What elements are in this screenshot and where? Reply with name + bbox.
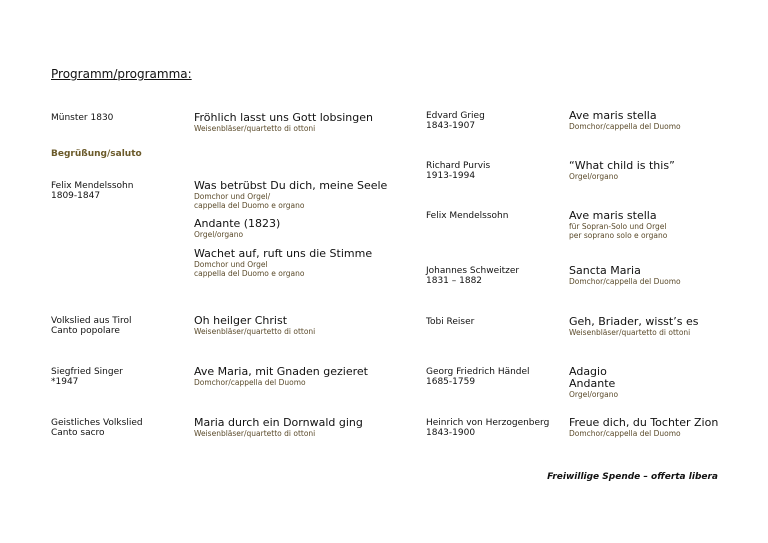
- performers: Orgel/organo: [569, 390, 619, 399]
- program-entry: [194, 248, 372, 278]
- composer: Heinrich von Herzogenberg 1843-1900: [426, 418, 550, 438]
- program-entry: [569, 210, 667, 240]
- work-title: Ave Maria, mit Gnaden gezieret: [194, 365, 368, 378]
- composer: Siegfried Singer *1947: [51, 367, 123, 387]
- work-title: Andante: [569, 377, 616, 390]
- work-title: Oh heilger Christ: [194, 314, 288, 327]
- program-entry: [569, 110, 681, 131]
- work-title: Sancta Maria: [569, 264, 641, 277]
- program-entry: [569, 417, 718, 438]
- work-title: Freue dich, du Tochter Zion: [569, 416, 719, 429]
- composer: Richard Purvis 1913-1994: [426, 161, 491, 181]
- work-title: Andante (1823): [194, 217, 281, 230]
- composer: Felix Mendelssohn 1809-1847: [51, 181, 134, 201]
- program-entry: [569, 366, 618, 399]
- work-title: Ave maris stella: [569, 209, 657, 222]
- performers: Weisenbläser/quartetto di ottoni: [194, 327, 316, 336]
- performers: Domchor und Orgel/ cappella del Duomo e organo: [194, 192, 305, 210]
- performers: Orgel/organo: [569, 172, 619, 181]
- composer: Münster 1830: [51, 113, 114, 123]
- work-title: Was betrübst Du dich, meine Seele: [194, 179, 388, 192]
- program-entry: [569, 160, 675, 181]
- performers: Weisenbläser/quartetto di ottoni: [194, 124, 316, 133]
- work-title: Fröhlich lasst uns Gott lobsingen: [194, 111, 374, 124]
- composer: Edvard Grieg 1843-1907: [426, 111, 485, 131]
- composer: Volkslied aus Tirol Canto popolare: [51, 316, 132, 336]
- composer: Georg Friedrich Händel 1685-1759: [426, 367, 530, 387]
- work-title: Maria durch ein Dornwald ging: [194, 416, 363, 429]
- greeting: Begrüßung/saluto: [51, 149, 142, 159]
- work-title: Ave maris stella: [569, 109, 657, 122]
- composer: Johannes Schweitzer 1831 – 1882: [426, 266, 520, 286]
- performers: Weisenbläser/quartetto di ottoni: [569, 328, 691, 337]
- composer: Geistliches Volkslied Canto sacro: [51, 418, 143, 438]
- program-entry: [194, 112, 373, 133]
- performers: Domchor/cappella del Duomo: [194, 378, 306, 387]
- performers: Domchor/cappella del Duomo: [569, 122, 681, 131]
- program-entry: [194, 417, 363, 438]
- performers: Domchor und Orgel cappella del Duomo e organo: [194, 260, 305, 278]
- work-title: Wachet auf, ruft uns die Stimme: [194, 247, 373, 260]
- performers: Domchor/cappella del Duomo: [569, 277, 681, 286]
- performers: Orgel/organo: [194, 230, 244, 239]
- work-title: “What child is this”: [569, 159, 675, 172]
- program-entry: [569, 265, 681, 286]
- donation-note: Freiwillige Spende – offerta libera: [547, 472, 718, 482]
- program-entry: [194, 315, 315, 336]
- composer: Tobi Reiser: [426, 317, 475, 327]
- program-entry: [569, 316, 698, 337]
- performers: Domchor/cappella del Duomo: [569, 429, 681, 438]
- performers: für Sopran-Solo und Orgel per soprano solo e organo: [569, 222, 668, 240]
- work-title: Adagio: [569, 365, 607, 378]
- composer: Felix Mendelssohn: [426, 211, 509, 221]
- performers: Weisenbläser/quartetto di ottoni: [194, 429, 316, 438]
- program-entry: [194, 180, 387, 210]
- program-title: Programm/programma:: [51, 67, 192, 81]
- program-entry: [194, 218, 280, 239]
- work-title: Geh, Briader, wisst’s es: [569, 315, 699, 328]
- program-entry: [194, 366, 368, 387]
